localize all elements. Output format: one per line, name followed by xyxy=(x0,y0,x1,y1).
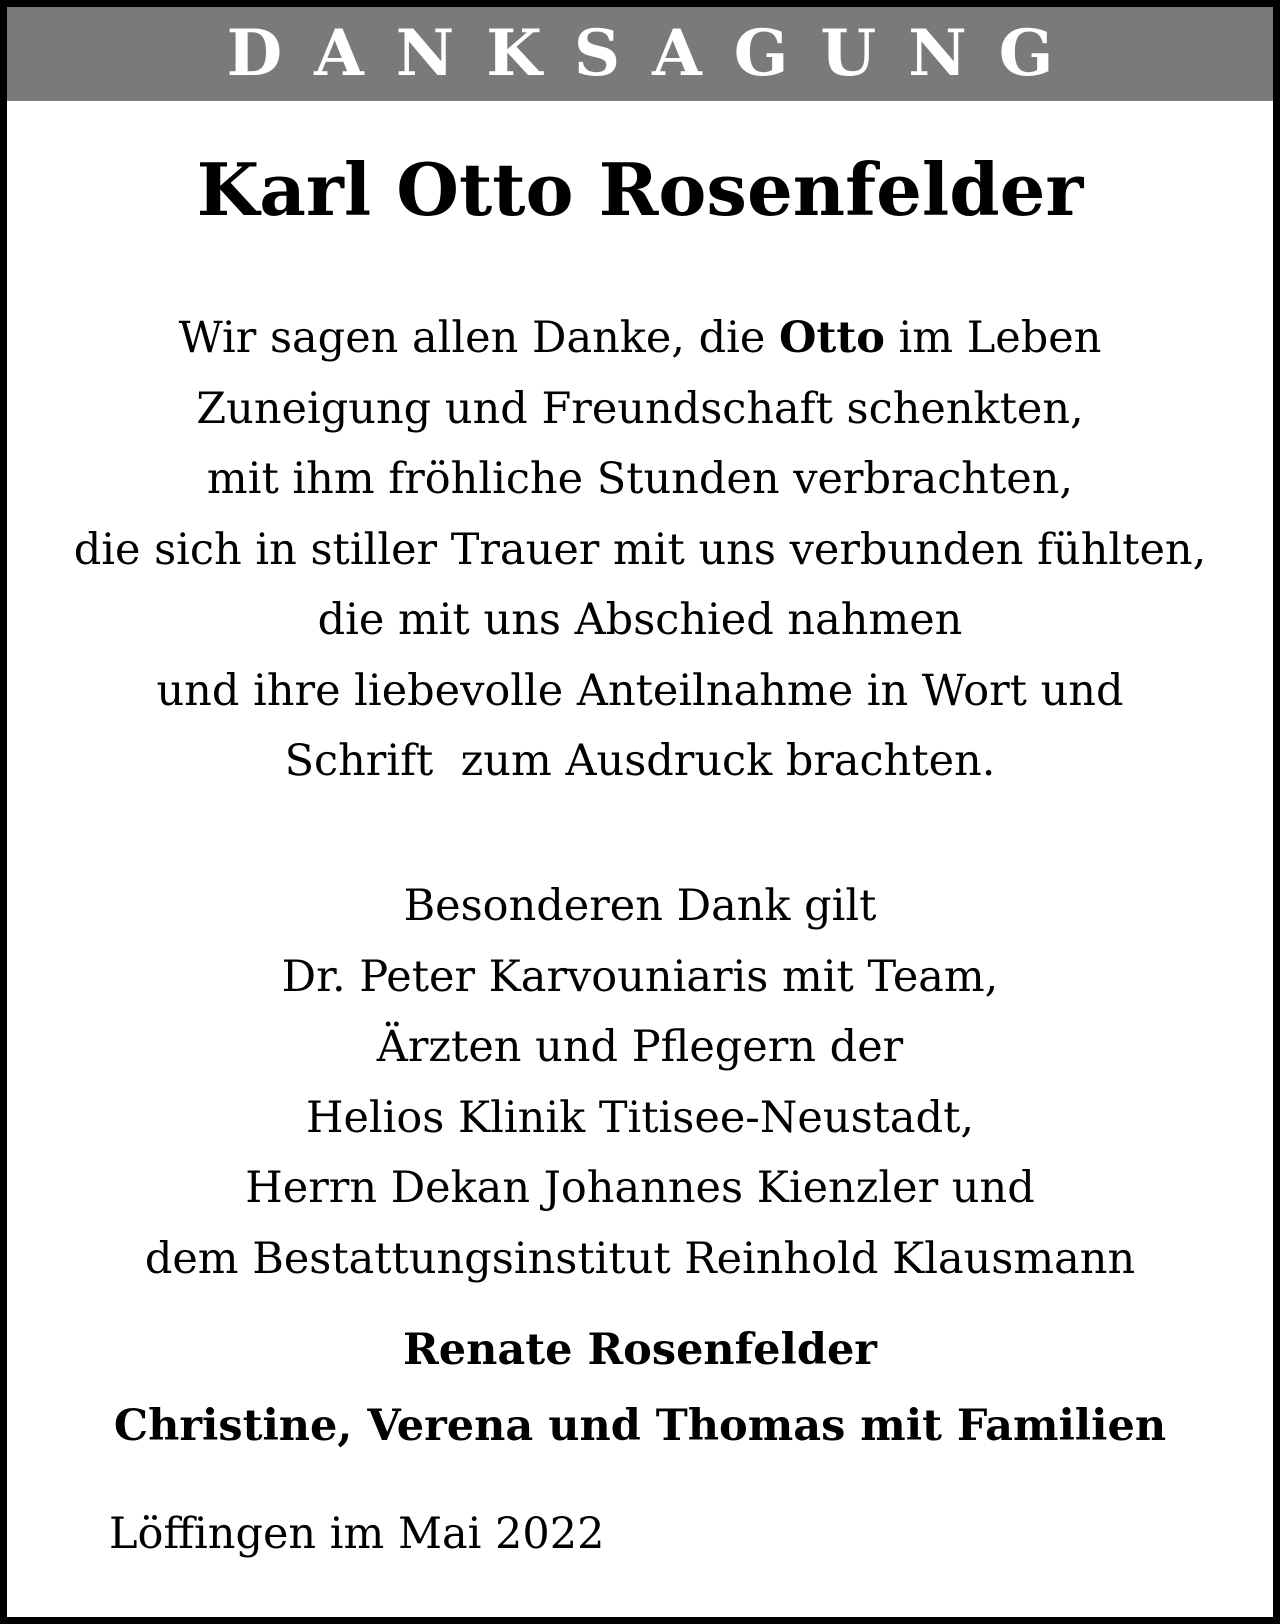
gratitude-line: die sich in stiller Trauer mit uns verbunden fühlten, xyxy=(73,524,1207,575)
signer-family: Christine, Verena und Thomas mit Familien xyxy=(113,1401,1167,1451)
special-thanks xyxy=(7,871,1273,1294)
gratitude-line: Schrift zum Ausdruck brachten. xyxy=(284,736,996,786)
signers xyxy=(7,1312,1273,1464)
gratitude-line: Zuneigung und Freundschaft schenkten, xyxy=(196,383,1084,434)
place-and-date: Löffingen im Mai 2022 xyxy=(109,1509,605,1559)
special-thanks-line: Helios Klinik Titisee-Neustadt, xyxy=(305,1092,975,1143)
signer-primary: Renate Rosenfelder xyxy=(403,1325,877,1375)
gratitude-line xyxy=(7,303,1273,374)
deceased-name: Karl Otto Rosenfelder xyxy=(196,147,1084,232)
gratitude-line: die mit uns Abschied nahmen xyxy=(317,595,963,645)
gratitude-line: mit ihm fröhliche Stunden verbrachten, xyxy=(206,454,1074,504)
title-banner xyxy=(7,7,1273,101)
special-thanks-line: Dr. Peter Karvouniaris mit Team, xyxy=(281,951,999,1002)
gratitude-text xyxy=(7,303,1273,797)
gratitude-line-end: im Leben xyxy=(884,313,1102,363)
special-thanks-line: Ärzten und Pflegern der xyxy=(376,1022,904,1072)
gratitude-line: und ihre liebevolle Anteilnahme in Wort und xyxy=(156,665,1124,716)
gratitude-line-start: Wir sagen allen Danke, die xyxy=(178,313,780,363)
special-thanks-line: dem Bestattungsinstitut Reinhold Klausmann xyxy=(144,1233,1136,1284)
special-thanks-line: Herrn Dekan Johannes Kienzler und xyxy=(245,1163,1035,1213)
deceased-first-name: Otto xyxy=(779,313,885,363)
banner-title: DANKSAGUNG xyxy=(226,16,1086,91)
special-thanks-line: Besonderen Dank gilt xyxy=(403,881,877,931)
